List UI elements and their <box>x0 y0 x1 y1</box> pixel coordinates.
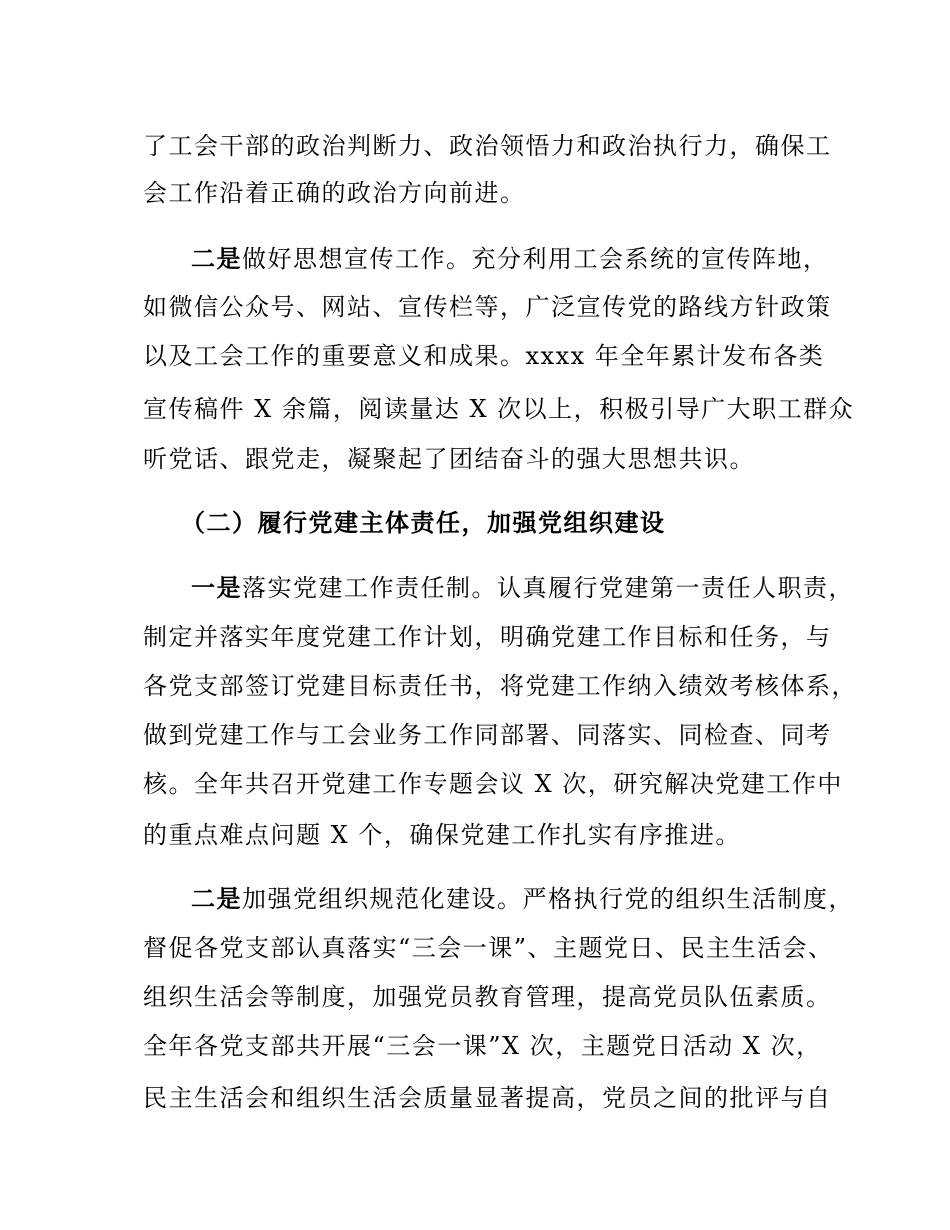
para2-line-1-text: 做好思想宣传工作。充分利用工会系统的宣传阵地， <box>242 245 829 273</box>
para4-line-4: 全年各党支部共开展“三会一课”X 次，主题党日活动 X 次， <box>143 1032 822 1060</box>
section-heading: （二）履行党建主体责任，加强党组织建设 <box>181 509 666 537</box>
para3-line-3: 各党支部签订党建目标责任书，将党建工作纳入绩效考核体系， <box>143 672 857 700</box>
para2-line-4: 宣传稿件 X 余篇，阅读量达 X 次以上，积极引导广大职工群众 <box>143 395 855 423</box>
para2-line-3: 以及工会工作的重要意义和成果。xxxx 年全年累计发布各类 <box>143 342 825 370</box>
para3-line-4: 做到党建工作与工会业务工作同部署、同落实、同检查、同考 <box>143 721 832 749</box>
para2-line-2: 如微信公众号、网站、宣传栏等，广泛宣传党的路线方针政策 <box>143 293 832 321</box>
para4-line-5: 民主生活会和组织生活会质量显著提高，党员之间的批评与自 <box>143 1084 832 1112</box>
para3-line-1 <box>191 573 854 603</box>
para2-lead: 二是 <box>191 245 242 273</box>
para1-line-1: 了工会干部的政治判断力、政治领悟力和政治执行力，确保工 <box>143 132 832 160</box>
para3-lead: 一是 <box>191 574 242 602</box>
para2-line-1 <box>191 244 829 274</box>
para3-line-1-text: 落实党建工作责任制。认真履行党建第一责任人职责， <box>242 574 854 602</box>
para4-line-1 <box>191 884 854 914</box>
para3-line-6: 的重点难点问题 X 个，确保党建工作扎实有序推进。 <box>143 821 741 849</box>
para4-line-1-text: 加强党组织规范化建设。严格执行党的组织生活制度， <box>242 885 854 913</box>
para4-line-3: 组织生活会等制度，加强党员教育管理，提高党员队伍素质。 <box>143 983 832 1011</box>
para2-line-5: 听党话、跟党走，凝聚起了团结奋斗的强大思想共识。 <box>143 445 755 473</box>
para4-line-2: 督促各党支部认真落实“三会一课”、主题党日、民主生活会、 <box>143 934 834 962</box>
para1-line-2: 会工作沿着正确的政治方向前进。 <box>143 179 526 207</box>
para3-line-5: 核。全年共召开党建工作专题会议 X 次，研究解决党建工作中 <box>143 770 843 798</box>
para3-line-2: 制定并落实年度党建工作计划，明确党建工作目标和任务，与 <box>143 623 832 651</box>
para4-lead: 二是 <box>191 885 242 913</box>
